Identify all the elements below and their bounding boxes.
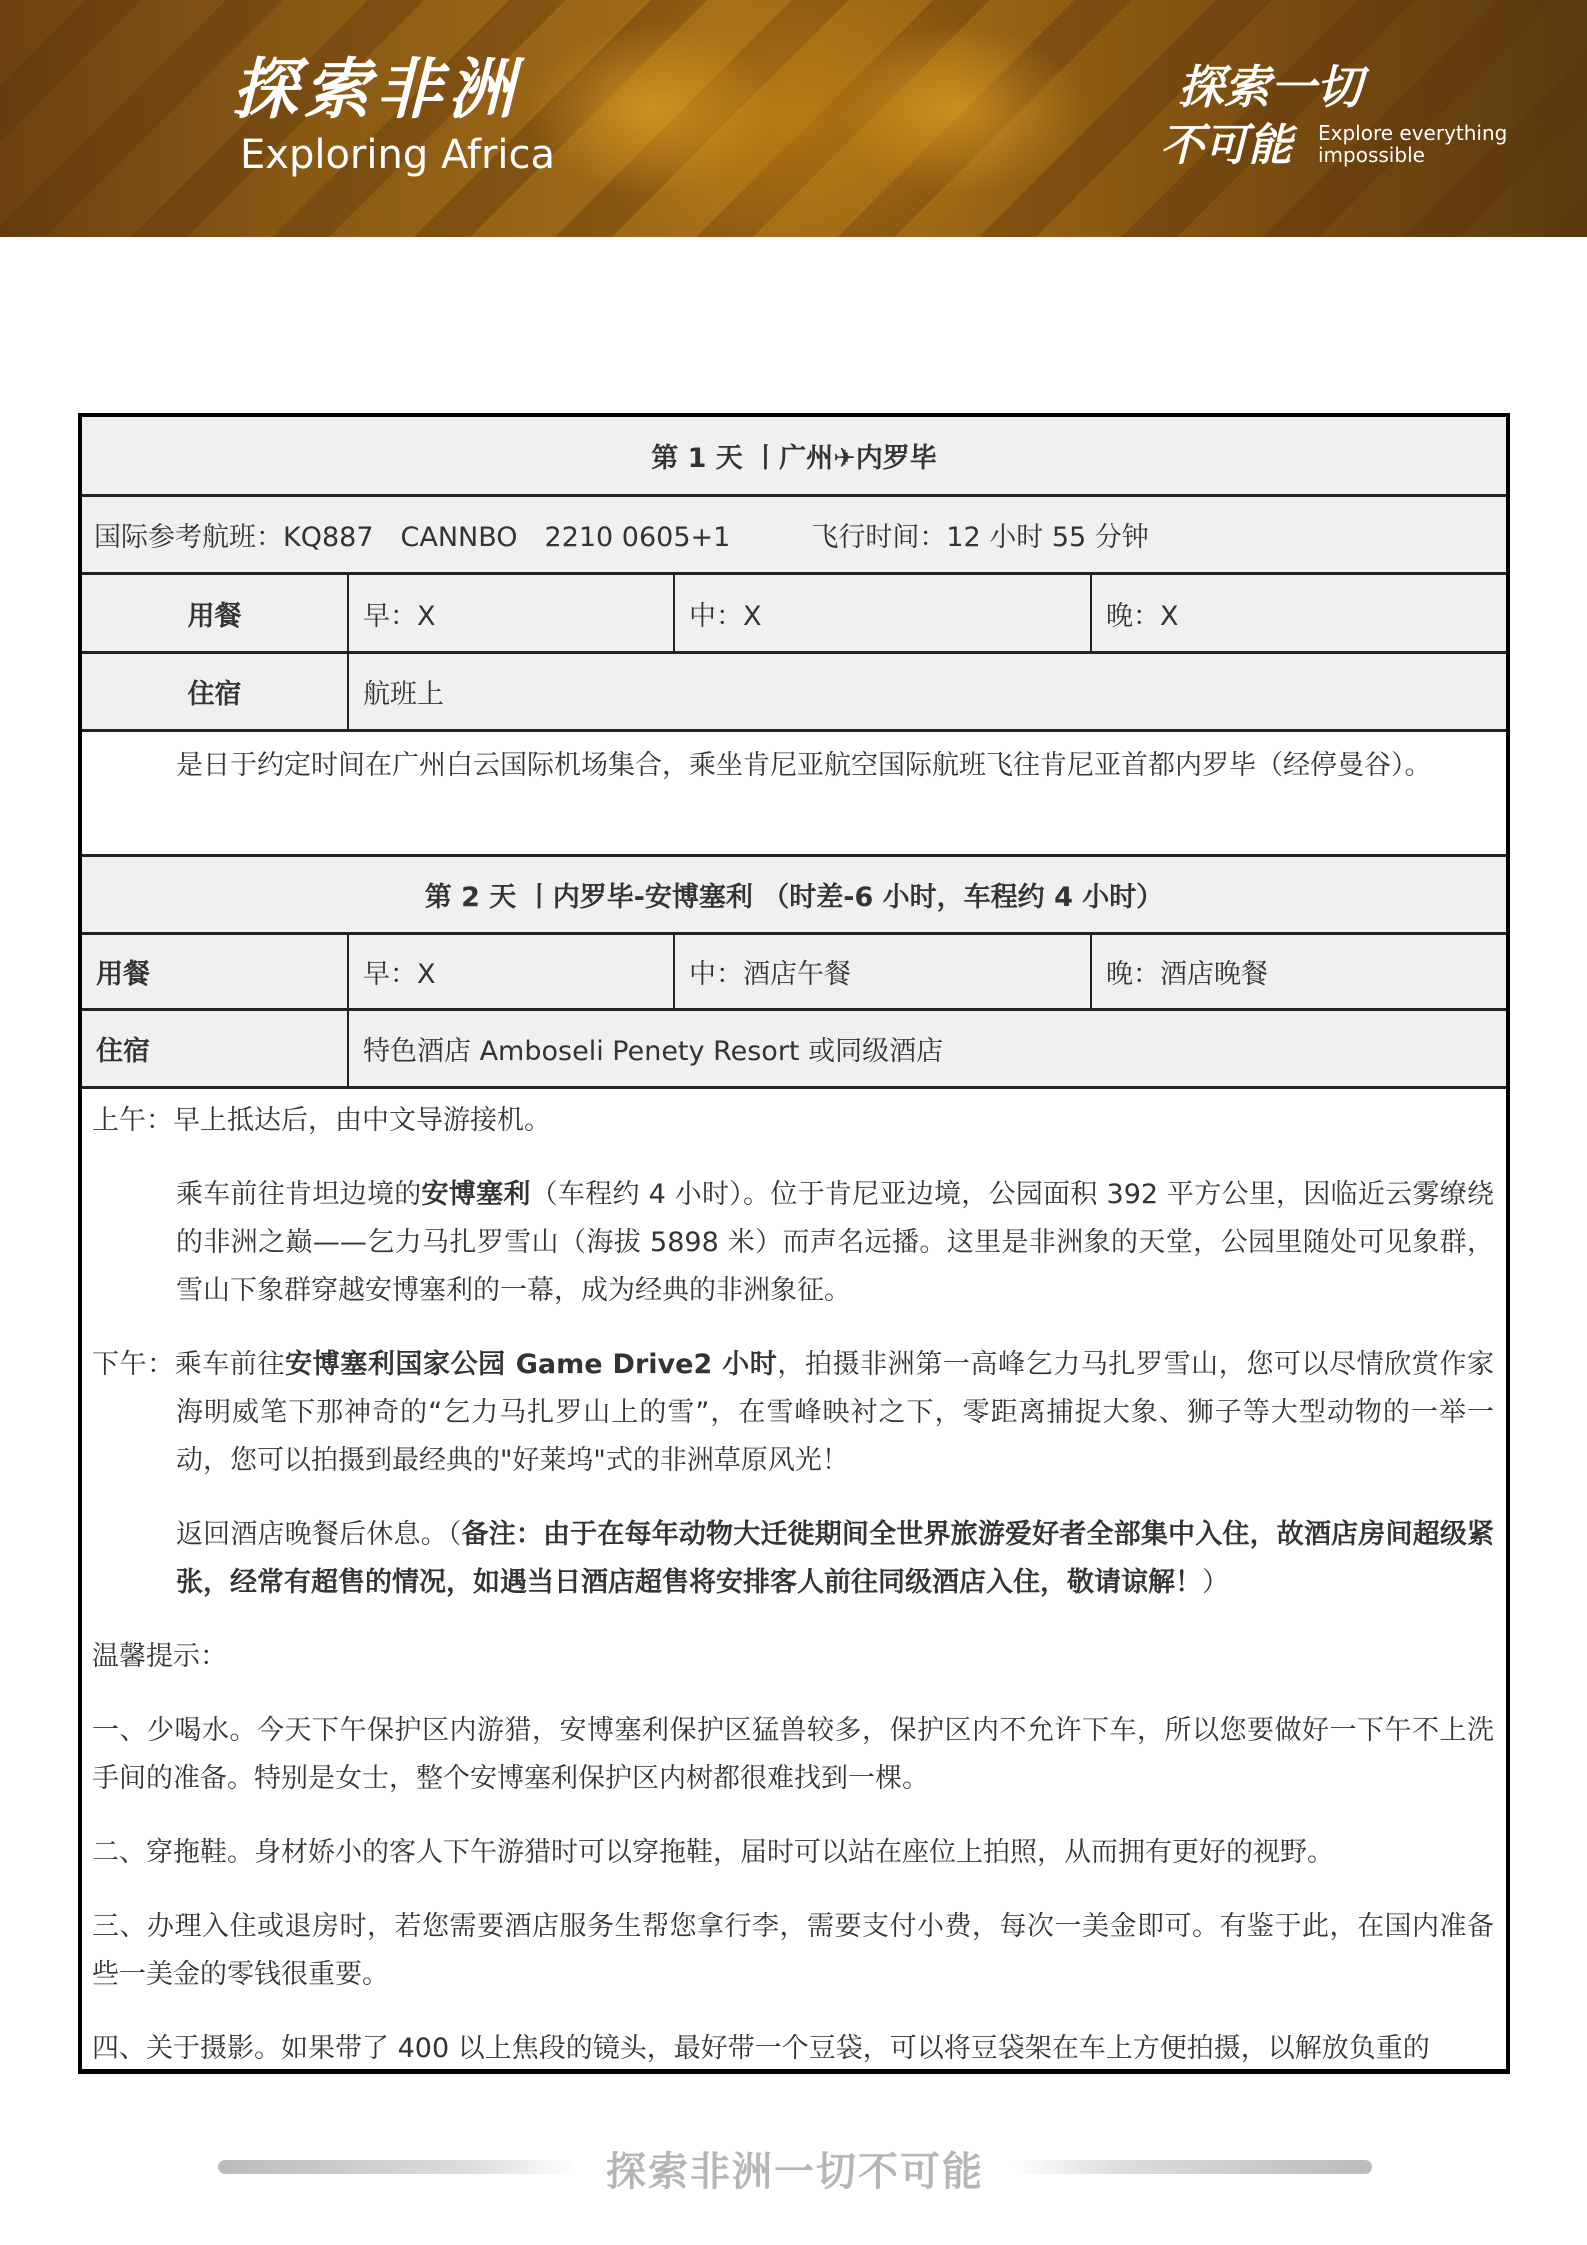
day2-lodging-row (82, 1011, 1506, 1089)
morning-text: 上午：早上抵达后，由中文导游接机。 (92, 1105, 551, 1136)
text: ，拍摄非洲第一高峰乞力马扎罗雪山，您可以尽情欣赏作家海明威笔下那神奇的“乞力马扎罗山上的雪”，在雪峰映衬之下，零距离捕捉大象、狮子等大型动物的一举一动，您可以拍摄到最经典的"好莱坞"式的非洲草原风光！ (176, 1349, 1495, 1476)
text: 乘车前往肯坦边境的 (176, 1179, 422, 1210)
tip-item: 一、少喝水。今天下午保护区内游猎，安博塞利保护区猛兽较多，保护区内不允许下车，所以您要做好一下午不上洗手间的准备。特别是女士，整个安博塞利保护区内树都很难找到一棵。 (92, 1715, 1494, 1794)
dinner: 晚：X (1090, 575, 1506, 651)
tip-item: 四、关于摄影。如果带了 400 以上焦段的镜头，最好带一个豆袋，可以将豆袋架在车上方便拍摄，以解放负重的 (92, 2033, 1430, 2064)
meals-label: 用餐 (96, 959, 150, 990)
lunch: 中：酒店午餐 (673, 935, 1090, 1008)
lunch: 中：X (673, 575, 1090, 651)
day2-title: 第 2 天 丨内罗毕-安博塞利 （时差-6 小时，车程约 4 小时） (424, 882, 1164, 913)
breakfast: 早：X (347, 935, 673, 1008)
slogan-en (1318, 122, 1507, 166)
note-paragraph (92, 1511, 1494, 1607)
footer-line-right (1012, 2160, 1372, 2174)
day1-flight-row (82, 497, 1506, 575)
tips-title: 温馨提示： (92, 1641, 227, 1672)
day2-meals-row (82, 935, 1506, 1011)
tip-item: 二、穿拖鞋。身材娇小的客人下午游猎时可以穿拖鞋，届时可以站在座位上拍照，从而拥有更好的视野。 (92, 1837, 1334, 1868)
lodging-label: 住宿 (187, 679, 242, 710)
day2-details (82, 1089, 1506, 2073)
bold-text: 安博塞利国家公园 Game Drive2 小时 (285, 1349, 778, 1380)
breakfast: 早：X (347, 575, 673, 651)
lodging: 特色酒店 Amboseli Penety Resort 或同级酒店 (347, 1011, 1506, 1086)
day1-header (82, 417, 1506, 497)
slogan-en-1: Explore everything (1318, 121, 1508, 145)
footer-slogan: 探索非洲一切不可能 (606, 2149, 984, 2195)
bold-text: 安博塞利 (421, 1179, 531, 1210)
day2-header (82, 857, 1506, 935)
amboseli-paragraph (92, 1171, 1494, 1315)
logo-chinese: 探索非洲 (232, 50, 520, 128)
flight-info: 国际参考航班：KQ887 CANNBO 2210 0605+1 飞行时间：12 小时 55 分钟 (94, 522, 1149, 553)
afternoon-paragraph (92, 1341, 1494, 1485)
text: ） (1202, 1567, 1229, 1598)
text: 返回酒店晚餐后休息。（ (176, 1519, 462, 1550)
day1-description: 是日于约定时间在广州白云国际机场集合，乘坐肯尼亚航空国际航班飞往肯尼亚首都内罗毕（经停曼谷）。 (176, 750, 1432, 781)
slogan-en-2: impossible (1318, 143, 1425, 167)
bold-text: 备注：由于在每年动物大迁徙期间全世界旅游爱好者全部集中入住，故酒店房间超级紧张，经常有超售的情况，如遇当日酒店超售将安排客人前往同级酒店入住，敬请谅解！ (176, 1519, 1495, 1598)
itinerary-table (78, 413, 1510, 2074)
header-banner (0, 0, 1587, 237)
dinner: 晚：酒店晚餐 (1090, 935, 1506, 1008)
day1-title: 第 1 天 丨广州✈内罗毕 (651, 443, 937, 474)
footer (0, 2140, 1587, 2195)
footer-line-left (218, 2160, 578, 2174)
day1-lodging-row (82, 654, 1506, 732)
slogan-cn-1: 探索一切 (1178, 60, 1362, 114)
text: （车程约 4 小时）。位于肯尼亚边境，公园面积 392 平方公里，因临近云雾缭绕的非洲之巅——乞力马扎罗雪山（海拔 5898 米）而声名远播。这里是非洲象的天堂，公园里随处可见象群，雪山下象群穿越安博塞利的一幕，成为经典的非洲象征。 (176, 1179, 1495, 1306)
slogan-cn-2: 不可能 (1160, 120, 1292, 171)
text: 下午：乘车前往 (92, 1349, 286, 1380)
day1-description-row (82, 732, 1506, 857)
day1-meals-row (82, 575, 1506, 654)
meals-label: 用餐 (187, 600, 242, 632)
lodging-label: 住宿 (96, 1036, 150, 1067)
lodging: 航班上 (347, 654, 1506, 729)
tip-item: 三、办理入住或退房时，若您需要酒店服务生帮您拿行李，需要支付小费，每次一美金即可。有鉴于此，在国内准备些一美金的零钱很重要。 (92, 1911, 1494, 1990)
logo-english: Exploring Africa (240, 132, 556, 178)
